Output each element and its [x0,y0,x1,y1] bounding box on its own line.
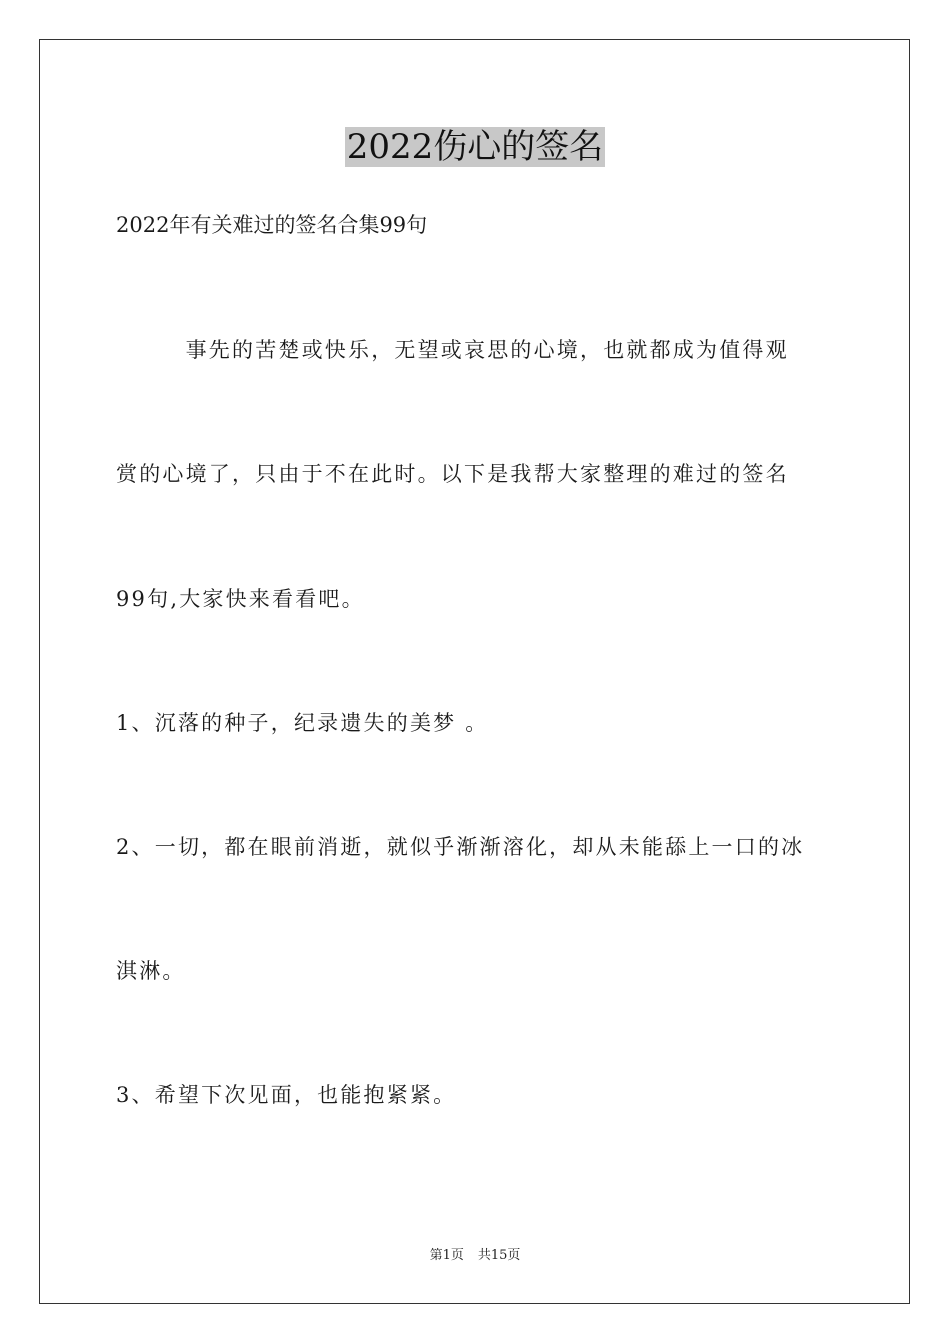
intro-line-1: 事先的苦楚或快乐，无望或哀思的心境，也就都成为值得观 [116,338,789,362]
title-container [0,127,950,167]
intro-line-3: 99句,大家快来看看吧。 [116,587,365,611]
page-footer [0,1247,950,1265]
document-subtitle: 2022年有关难过的签名合集99句 [116,213,428,237]
intro-line-2: 赏的心境了，只由于不在此时。以下是我帮大家整理的难过的签名 [116,462,789,486]
list-item-2-line-1: 2、一切，都在眼前消逝，就似乎渐渐溶化，却从未能舔上一口的冰 [116,835,805,859]
list-item-2-line-2: 淇淋。 [116,959,186,983]
page-number: 第1页 [429,1248,464,1263]
document-title: 2022伤心的签名 [346,127,604,167]
list-item-3: 3、希望下次见面，也能抱紧紧。 [116,1083,457,1107]
page-total: 共15页 [477,1248,521,1263]
list-item-1: 1、沉落的种子，纪录遗失的美梦 。 [116,711,489,735]
